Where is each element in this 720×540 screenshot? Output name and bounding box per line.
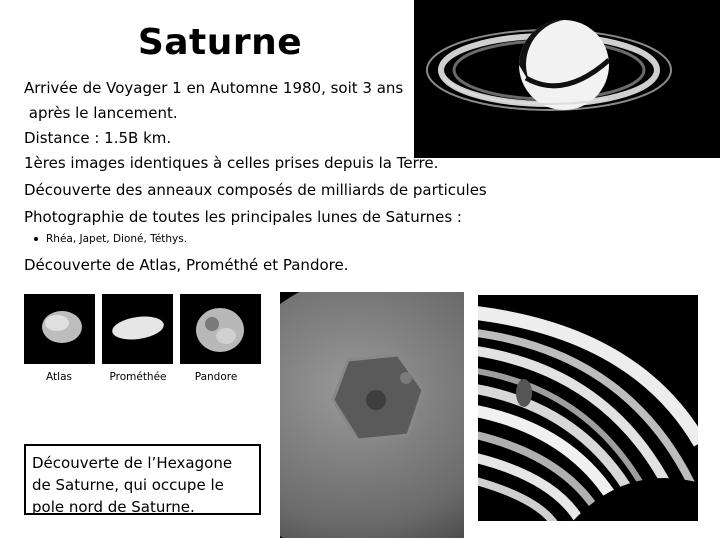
atlas-photo [24, 294, 95, 364]
promethee-label: Prométhée [109, 371, 167, 383]
promethee-photo [102, 294, 173, 364]
bullet-text: Rhéa, Japet, Dioné, Téthys. [46, 233, 188, 245]
text-line-arrival: Arrivée de Voyager 1 en Automne 1980, soit 3 ans [24, 79, 404, 97]
text-line-launch: après le lancement. [24, 104, 178, 122]
hexagon-caption-box [24, 444, 261, 515]
slide-title: Saturne [137, 22, 303, 63]
atlas-label: Atlas [46, 371, 72, 383]
text-line-images: 1ères images identiques à celles prises depuis la Terre. [24, 154, 439, 172]
hexagon-photo [278, 290, 466, 540]
text-line-rings: Découverte des anneaux composés de milliards de particules [24, 181, 487, 199]
text-line-moons: Photographie de toutes les principales lunes de Saturnes : [24, 208, 462, 226]
saturn-photo [414, 0, 720, 158]
bullet-dot-icon [34, 237, 38, 241]
rings-closeup-photo [476, 293, 700, 523]
bullet-moons-list [34, 233, 187, 245]
pandore-label: Pandore [194, 371, 238, 383]
text-line-distance: Distance : 1.5B km. [24, 129, 172, 147]
text-line-new-moons: Découverte de Atlas, Prométhé et Pandore. [24, 256, 349, 274]
pandore-photo [180, 294, 261, 364]
hexagon-caption: Découverte de l’Hexagone de Saturne, qui occupe le pole nord de Saturne. [32, 454, 233, 516]
